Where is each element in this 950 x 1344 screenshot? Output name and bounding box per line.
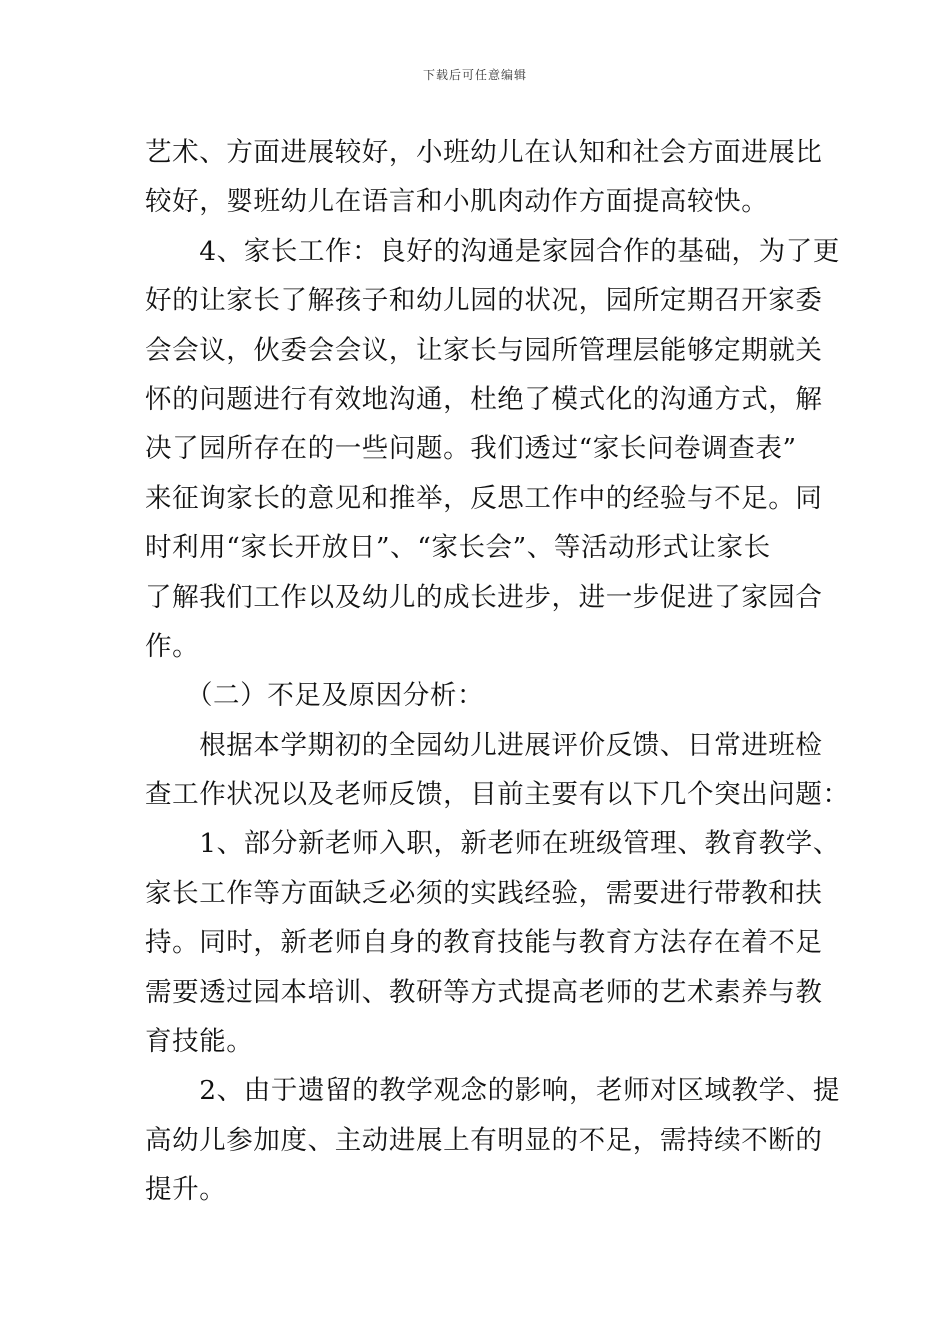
text-line: 高幼儿参加度、主动进展上有明显的不足，需持续不断的 <box>145 1124 823 1156</box>
section-heading: （二）不足及原因分析： <box>145 680 485 712</box>
text-line: 提升。 <box>145 1174 227 1206</box>
text-line: 决了园所存在的一些问题。我们透过“家长问卷调查表” <box>145 433 797 465</box>
text-line: 育技能。 <box>145 1026 254 1058</box>
text-line: 作。 <box>145 630 200 662</box>
text-line: 时利用“家长开放日”、“家长会”、等活动形式让家长 <box>145 532 771 564</box>
document-body <box>145 128 850 1215</box>
page-header: 下载后可任意编辑 <box>422 68 527 82</box>
text-line: 4、家长工作：良好的沟通是家园合作的基础，为了更 <box>145 235 840 267</box>
text-line: 会会议，伙委会会议，让家长与园所管理层能够定期就关 <box>145 334 823 366</box>
text-line: 怀的问题进行有效地沟通，杜绝了模式化的沟通方式，解 <box>145 383 823 415</box>
text-line: 来征询家长的意见和推举，反思工作中的经验与不足。同 <box>145 482 823 514</box>
text-line: 持。同时，新老师自身的教育技能与教育方法存在着不足 <box>145 927 823 959</box>
text-line: 艺术、方面进展较好，小班幼儿在认知和社会方面进展比 <box>145 137 823 168</box>
text-line: 2、由于遗留的教学观念的影响，老师对区域教学、提 <box>145 1075 840 1107</box>
text-line: 家长工作等方面缺乏必须的实践经验，需要进行带教和扶 <box>145 877 823 909</box>
text-line: 1、部分新老师入职，新老师在班级管理、教育教学、 <box>145 828 840 860</box>
text-line: 较好，婴班幼儿在语言和小肌肉动作方面提高较快。 <box>145 186 769 218</box>
text-line: 好的让家长了解孩子和幼儿园的状况，园所定期召开家委 <box>145 285 823 317</box>
text-line: 了解我们工作以及幼儿的成长进步，进一步促进了家园合 <box>145 581 823 613</box>
text-line: 查工作状况以及老师反馈，目前主要有以下几个突出问题： <box>145 779 850 811</box>
text-line: 需要透过园本培训、教研等方式提高老师的艺术素养与教 <box>145 976 823 1008</box>
text-line: 根据本学期初的全园幼儿进展评价反馈、日常进班检 <box>145 729 823 761</box>
